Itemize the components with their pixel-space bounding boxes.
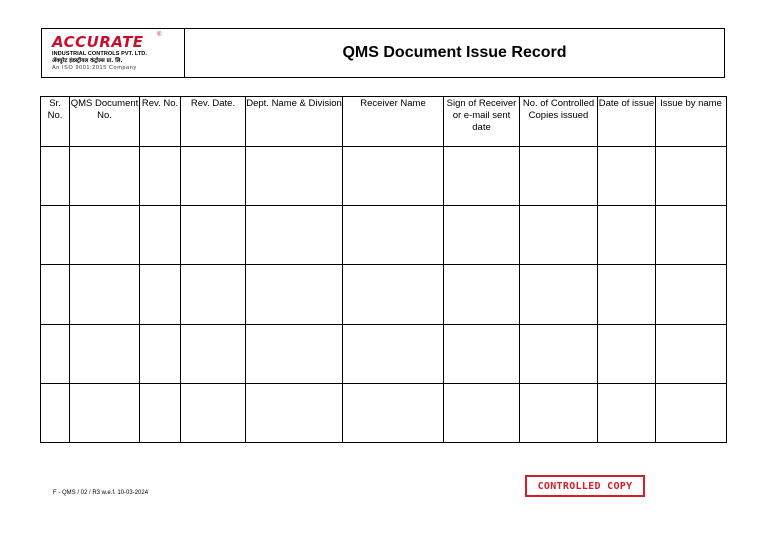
table-cell: [181, 265, 246, 324]
table-cell: [140, 383, 181, 442]
table-cell: [520, 324, 598, 383]
form-code: F - QMS / 02 / R3 w.e.f. 10-03-2024: [53, 490, 149, 496]
logo-brand: ACCURATE: [52, 33, 144, 51]
table-cell: [598, 206, 656, 265]
table-cell: [444, 147, 520, 206]
document-title: QMS Document Issue Record: [342, 44, 567, 61]
table-cell: [656, 265, 727, 324]
table-cell: [140, 206, 181, 265]
table-cell: [343, 147, 444, 206]
table-header-row: [41, 97, 727, 147]
column-header-issue-by-name: Issue by name: [656, 97, 727, 147]
column-header-sign-of-receiver: Sign of Receiver or e-mail sent date: [444, 97, 520, 147]
table-cell: [343, 383, 444, 442]
table-cell: [41, 206, 70, 265]
table-cell: [520, 265, 598, 324]
table-cell: [246, 324, 343, 383]
table-cell: [181, 383, 246, 442]
table-cell: [343, 265, 444, 324]
table-cell: [181, 147, 246, 206]
table-cell: [70, 265, 140, 324]
table-cell: [598, 147, 656, 206]
table-cell: [181, 206, 246, 265]
table-cell: [140, 324, 181, 383]
table-cell: [598, 324, 656, 383]
controlled-copy-stamp: CONTROLLED COPY: [525, 475, 645, 497]
table-row: [41, 383, 727, 442]
table-cell: [140, 265, 181, 324]
table-cell: [444, 383, 520, 442]
registered-mark: ®: [157, 32, 162, 38]
table-cell: [140, 147, 181, 206]
company-logo: [42, 29, 185, 77]
table-cell: [70, 383, 140, 442]
table-cell: [343, 206, 444, 265]
table-cell: [520, 383, 598, 442]
table-cell: [656, 206, 727, 265]
table-body: [41, 147, 727, 443]
issue-record-table: [40, 96, 727, 443]
column-header-rev-date: Rev. Date.: [181, 97, 246, 147]
table-row: [41, 324, 727, 383]
table-cell: [41, 147, 70, 206]
table-cell: [444, 265, 520, 324]
column-header-sr-no: Sr. No.: [41, 97, 70, 147]
column-header-date-of-issue: Date of issue: [598, 97, 656, 147]
table-cell: [246, 265, 343, 324]
table-cell: [656, 324, 727, 383]
table-cell: [343, 324, 444, 383]
document-header: [41, 28, 725, 78]
table-cell: [656, 147, 727, 206]
table-cell: [70, 206, 140, 265]
table-cell: [598, 265, 656, 324]
table-cell: [246, 383, 343, 442]
table-row: [41, 147, 727, 206]
table-cell: [41, 383, 70, 442]
table-cell: [70, 324, 140, 383]
table-row: [41, 206, 727, 265]
column-header-qms-document-no: QMS Document No.: [70, 97, 140, 147]
logo-iso-line: An ISO 9001:2015 Company: [52, 65, 137, 71]
table-cell: [41, 265, 70, 324]
table-cell: [444, 324, 520, 383]
table-cell: [444, 206, 520, 265]
table-cell: [70, 147, 140, 206]
table-cell: [598, 383, 656, 442]
table-cell: [246, 147, 343, 206]
column-header-receiver-name: Receiver Name: [343, 97, 444, 147]
column-header-controlled-copies: No. of Controlled Copies issued: [520, 97, 598, 147]
table-cell: [181, 324, 246, 383]
table-cell: [246, 206, 343, 265]
column-header-rev-no: Rev. No.: [140, 97, 181, 147]
table-row: [41, 265, 727, 324]
table-cell: [656, 383, 727, 442]
table-cell: [520, 147, 598, 206]
column-header-dept-name: Dept. Name & Division: [246, 97, 343, 147]
table-cell: [41, 324, 70, 383]
logo-company-name-hindi: ॲक्युरेट इंडस्ट्रीयल कंट्रोल्स प्रा. लि.: [52, 58, 123, 64]
table-cell: [520, 206, 598, 265]
logo-company-name: INDUSTRIAL CONTROLS PVT. LTD.: [52, 51, 147, 57]
